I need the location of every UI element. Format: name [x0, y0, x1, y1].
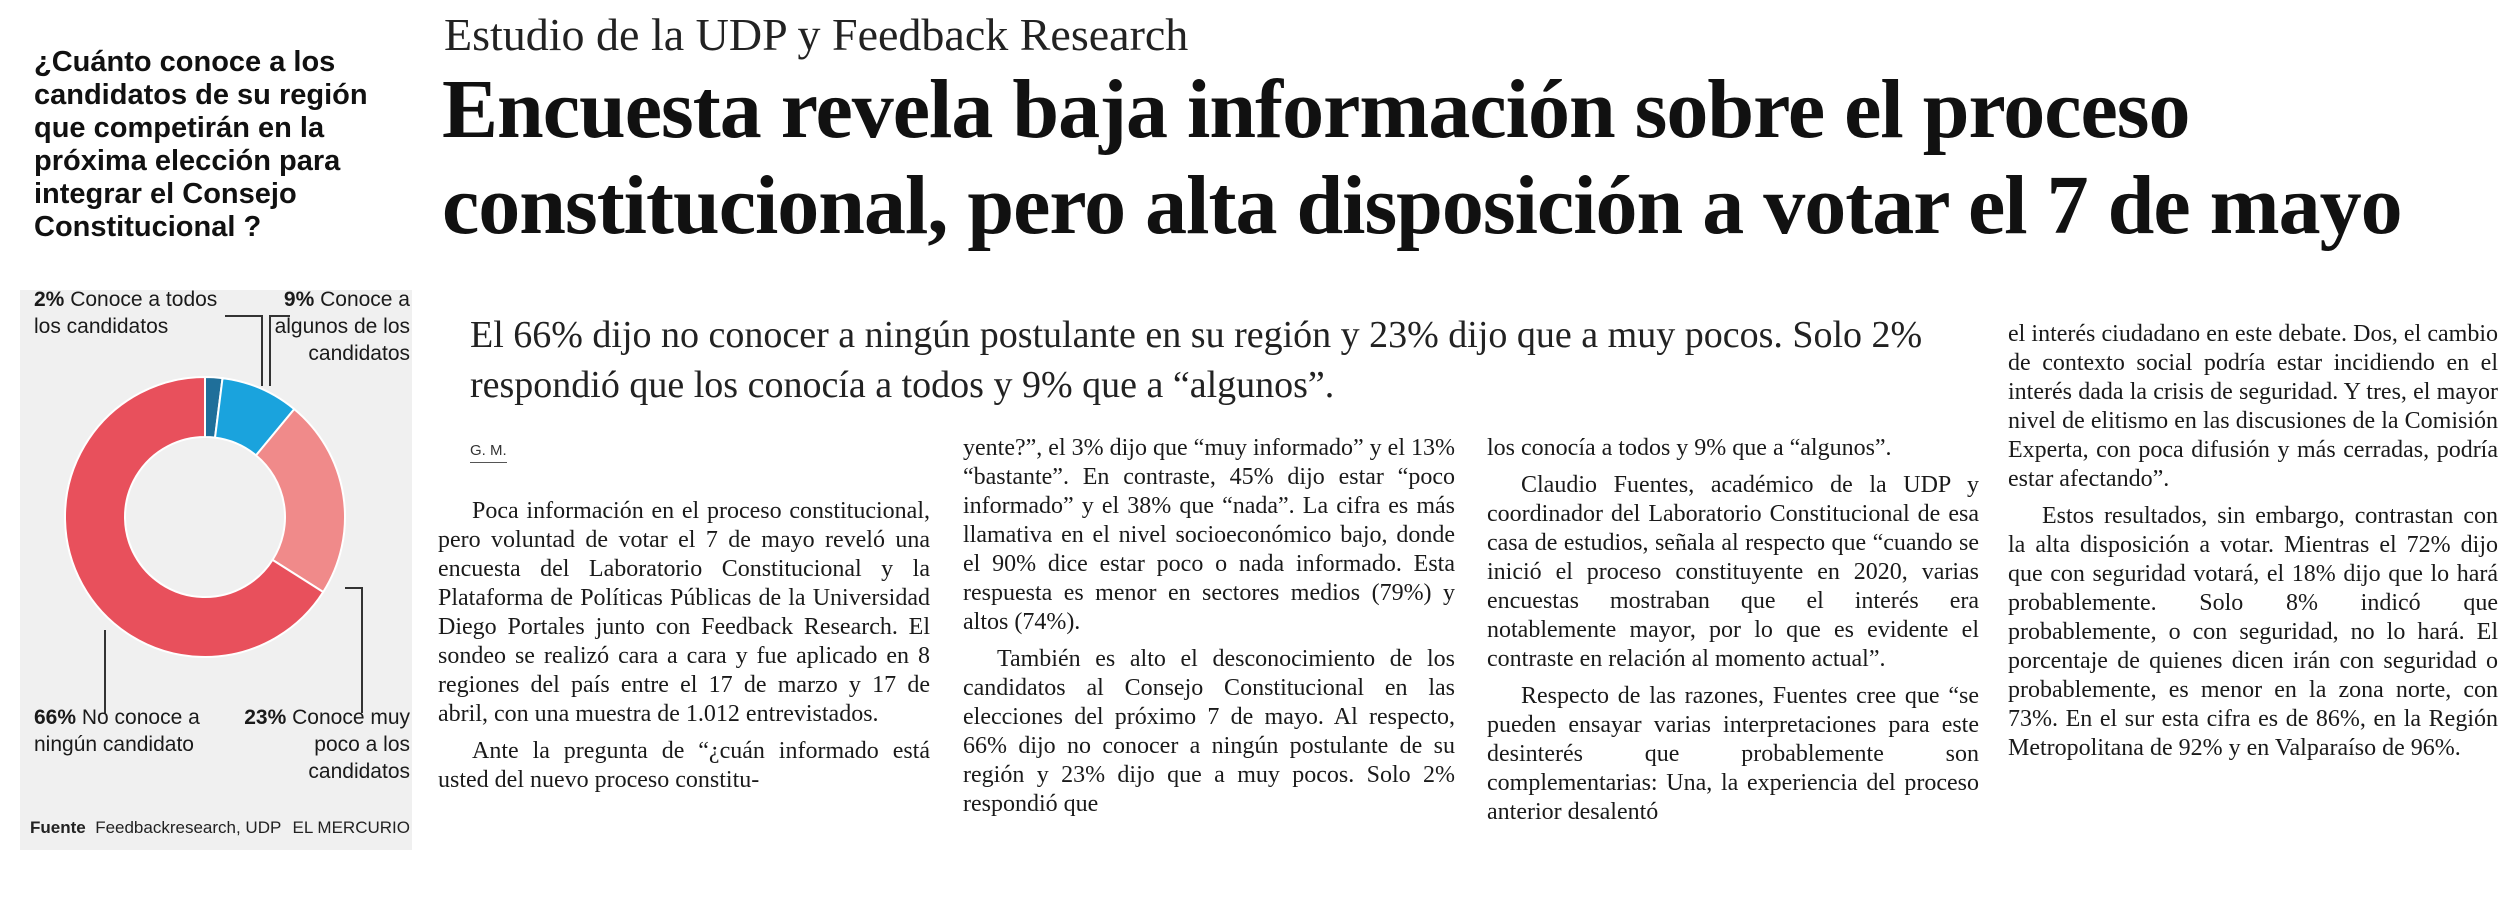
source-label: Fuente	[30, 818, 86, 837]
paragraph: Poca información en el proceso constitucional, pero voluntad de votar el 7 de mayo reveló una encuesta del Laboratorio Constitucional y la Plataforma de Políticas Públicas de la Universidad Diego Portales junto con Feedback Research. El sondeo se realizó cara a cara y fue aplicado en 8 regiones del país entre el 17 de marzo y 17 de abril, con una muestra de 1.012 entrevistados.	[438, 498, 930, 727]
callout-muy-poco-pct: 23%	[244, 706, 287, 729]
article-column-1	[438, 497, 930, 803]
article-column-2	[963, 434, 1455, 827]
paragraph: Respecto de las razones, Fuentes cree que “se pueden ensayar varias interpretaciones para este desinterés que probablemente son complementarias: Una, la experiencia del proceso anterior desalentó	[1487, 683, 1979, 825]
callout-algunos-pct: 9%	[283, 288, 315, 311]
infographic-question: ¿Cuánto conoce a los candidatos de su región que competirán en la próxima elección para integrar el Consejo Constitucional ?	[34, 46, 368, 243]
paragraph: los conocía a todos y 9% que a “algunos”.	[1487, 435, 1892, 461]
callout-todos-text: Conoce a todos los candidatos	[34, 288, 218, 338]
paragraph: También es alto el desconocimiento de los candidatos al Consejo Constitucional en las elecciones del próximo 7 de mayo. Al respecto, 66% dijo no conocer a ningún postulante de su región y 23% dijo que a muy pocos. Solo 2% respondió que	[963, 646, 1455, 817]
article-column-3	[1487, 434, 1979, 835]
leader-line-muy-poco	[345, 588, 362, 713]
article-deck: El 66% dijo no conocer a ningún postulante en su región y 23% dijo que a muy pocos. Solo 2% respondió que los conocía a todos y 9% que a “algunos”.	[470, 314, 1923, 406]
callout-ninguno-text: No conoce a ningún candidato	[34, 706, 200, 756]
paragraph: yente?”, el 3% dijo que “muy informado” y el 13% “bastante”. En contraste, 45% dijo estar “poco informado” y el 38% que “nada”. La cifra es más llamativa en el nivel socioeconómico bajo, donde el 90% dice estar poco o nada informado. Esta respuesta es menor en sectores medios (79%) y altos (74%).	[963, 435, 1455, 635]
callout-ninguno-pct: 66%	[34, 706, 77, 729]
paragraph: Estos resultados, sin embargo, contrastan con la alta disposición a votar. Mientras el 72% dijo que con seguridad votará, el 18% dijo que lo hará probablemente. Solo 8% indicó que probablemente, o con seguridad, no lo hará. El porcentaje de quienes dicen irán con seguridad o probablemente, es menor en la zona norte, con 73%. En el sur esta cifra es de 86%, en la Región Metropolitana de 92% y en Valparaíso de 96%.	[2008, 503, 2498, 761]
chart-panel	[20, 290, 412, 850]
infographic	[0, 0, 420, 905]
paragraph: Claudio Fuentes, académico de la UDP y coordinador del Laboratorio Constitucional de esa casa de estudios, señala al respecto que “cuando se inició el proceso constituyente en 2020, varias encuestas mostraban que el interés era notablemente mayor, por lo que es evidente el contraste en relación al momento actual”.	[1487, 472, 1979, 672]
publisher-credit: EL MERCURIO	[292, 818, 410, 837]
source-text: Feedbackresearch, UDP	[95, 818, 282, 837]
callout-ninguno	[34, 704, 224, 758]
callout-algunos	[248, 286, 410, 367]
paragraph: el interés ciudadano en este debate. Dos, el cambio de contexto social podría estar incidiendo en el interés dada la crisis de seguridad. Y tres, el mayor nivel de elitismo en las discusiones de la Comisión Experta, con poca difusión y más cerradas, podría estar afectando”.	[2008, 321, 2498, 492]
article-byline: G. M.	[470, 442, 507, 463]
callout-algunos-text: Conoce a algunos de los candidatos	[274, 288, 410, 365]
paragraph: Ante la pregunta de “¿cuán informado está usted del nuevo proceso constitu-	[438, 738, 930, 793]
callout-muy-poco	[228, 704, 410, 785]
article-kicker: Estudio de la UDP y Feedback Research	[444, 9, 1189, 60]
article-headline: Encuesta revela baja información sobre el proceso constitucional, pero alta disposición a votar el 7 de mayo	[442, 63, 2402, 252]
infographic-footer	[30, 818, 410, 838]
callout-todos-pct: 2%	[34, 288, 65, 311]
callout-muy-poco-text: Conoce muy poco a los candidatos	[292, 706, 410, 783]
callout-todos	[34, 286, 234, 340]
article-column-4	[2008, 320, 2498, 771]
source-credit	[30, 818, 281, 838]
